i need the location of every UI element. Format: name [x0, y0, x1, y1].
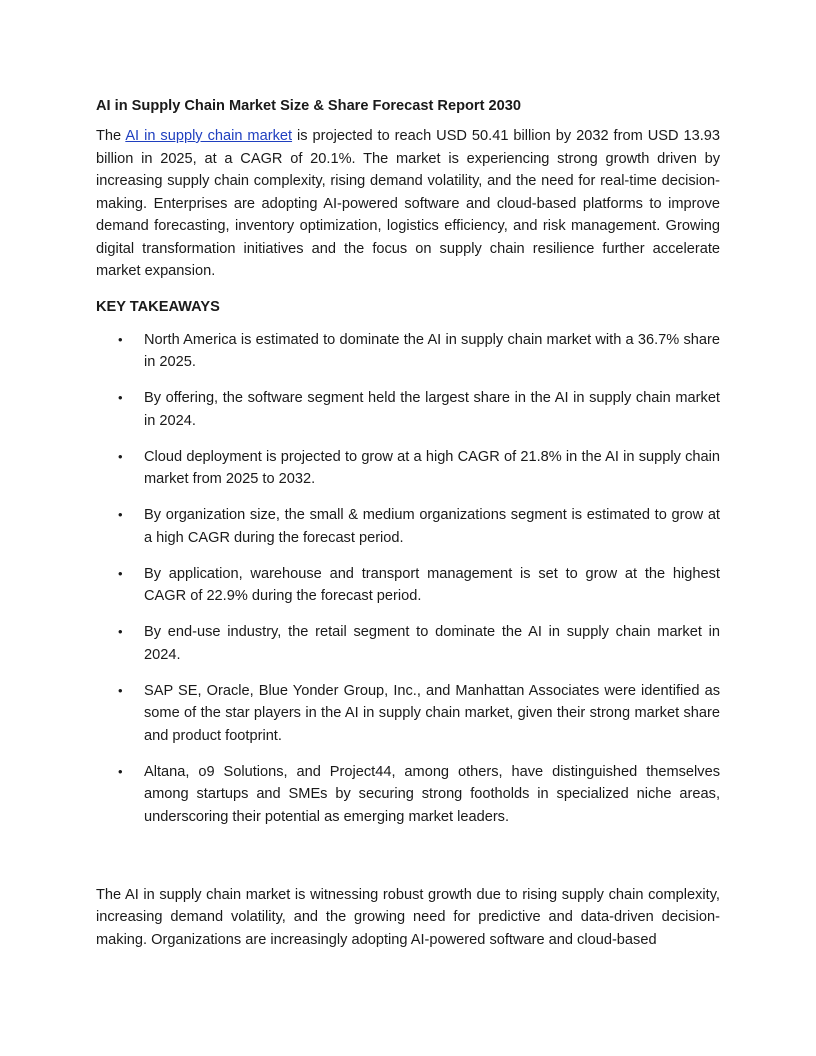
takeaway-text: By offering, the software segment held the largest share in the AI in supply chain market in 2024. — [144, 390, 720, 429]
takeaways-list — [96, 329, 720, 829]
report-title: AI in Supply Chain Market Size & Share Forecast Report 2030 — [96, 98, 521, 114]
intro-text: is projected to reach USD 50.41 billion by 2032 from USD 13.93 billion in 2025, at a CAGR of 20.1%. The market is experiencing strong growth driven by increasing supply chain complexity, rising demand volatility, and the need for real-time decision-making. Enterprises are adopting AI-powered software and cloud-based platforms to improve demand forecasting, inventory optimization, logistics efficiency, and risk management. Growing digital transformation initiatives and the focus on supply chain resilience further accelerate market expansion. — [96, 128, 720, 279]
bullet-icon: • — [118, 390, 123, 405]
list-item — [96, 680, 720, 748]
intro-paragraph — [96, 125, 720, 283]
takeaway-text: Cloud deployment is projected to grow at a high CAGR of 21.8% in the AI in supply chain market from 2025 to 2032. — [144, 448, 720, 487]
list-item — [96, 387, 720, 432]
bullet-icon: • — [118, 763, 123, 779]
section-spacer — [96, 842, 720, 884]
takeaway-text: SAP SE, Oracle, Blue Yonder Group, Inc., and Manhattan Associates were identified as some of the star players in the AI in supply chain market, given their strong market share and product footprint. — [144, 682, 720, 744]
bullet-icon: • — [118, 331, 123, 347]
list-item — [96, 446, 720, 491]
list-item — [96, 621, 720, 666]
takeaway-text: By organization size, the small & medium organizations segment is estimated to grow at a high CAGR during the forecast period. — [144, 507, 720, 546]
takeaway-text: By application, warehouse and transport management is set to grow at the highest CAGR of 22.9% during the forecast period. — [144, 565, 720, 604]
bullet-icon: • — [118, 448, 123, 464]
list-item — [96, 504, 720, 549]
market-link[interactable]: AI in supply chain market — [125, 128, 293, 144]
document-page — [96, 96, 720, 951]
closing-paragraph: The AI in supply chain market is witnessing robust growth due to rising supply chain complexity, increasing demand volatility, and the growing need for predictive and data-driven decision-making. Organizations are increasingly adopting AI-powered software and cloud-based — [96, 886, 720, 948]
bullet-icon: • — [118, 682, 123, 698]
takeaway-text: By end-use industry, the retail segment to dominate the AI in supply chain market in 2024. — [144, 624, 720, 663]
intro-prefix: The — [96, 128, 126, 144]
takeaway-text: North America is estimated to dominate the AI in supply chain market with a 36.7% share in 2025. — [144, 331, 720, 370]
bullet-icon: • — [118, 624, 123, 639]
bullet-icon: • — [118, 565, 123, 581]
takeaway-text: Altana, o9 Solutions, and Project44, among others, have distinguished themselves among startups and SMEs by securing strong footholds in specialized niche areas, underscoring their potential as emerging market leaders. — [144, 763, 720, 825]
list-item — [96, 761, 720, 829]
list-item — [96, 563, 720, 608]
key-takeaways-heading: KEY TAKEAWAYS — [96, 298, 220, 315]
bullet-icon: • — [118, 507, 123, 522]
list-item — [96, 329, 720, 374]
